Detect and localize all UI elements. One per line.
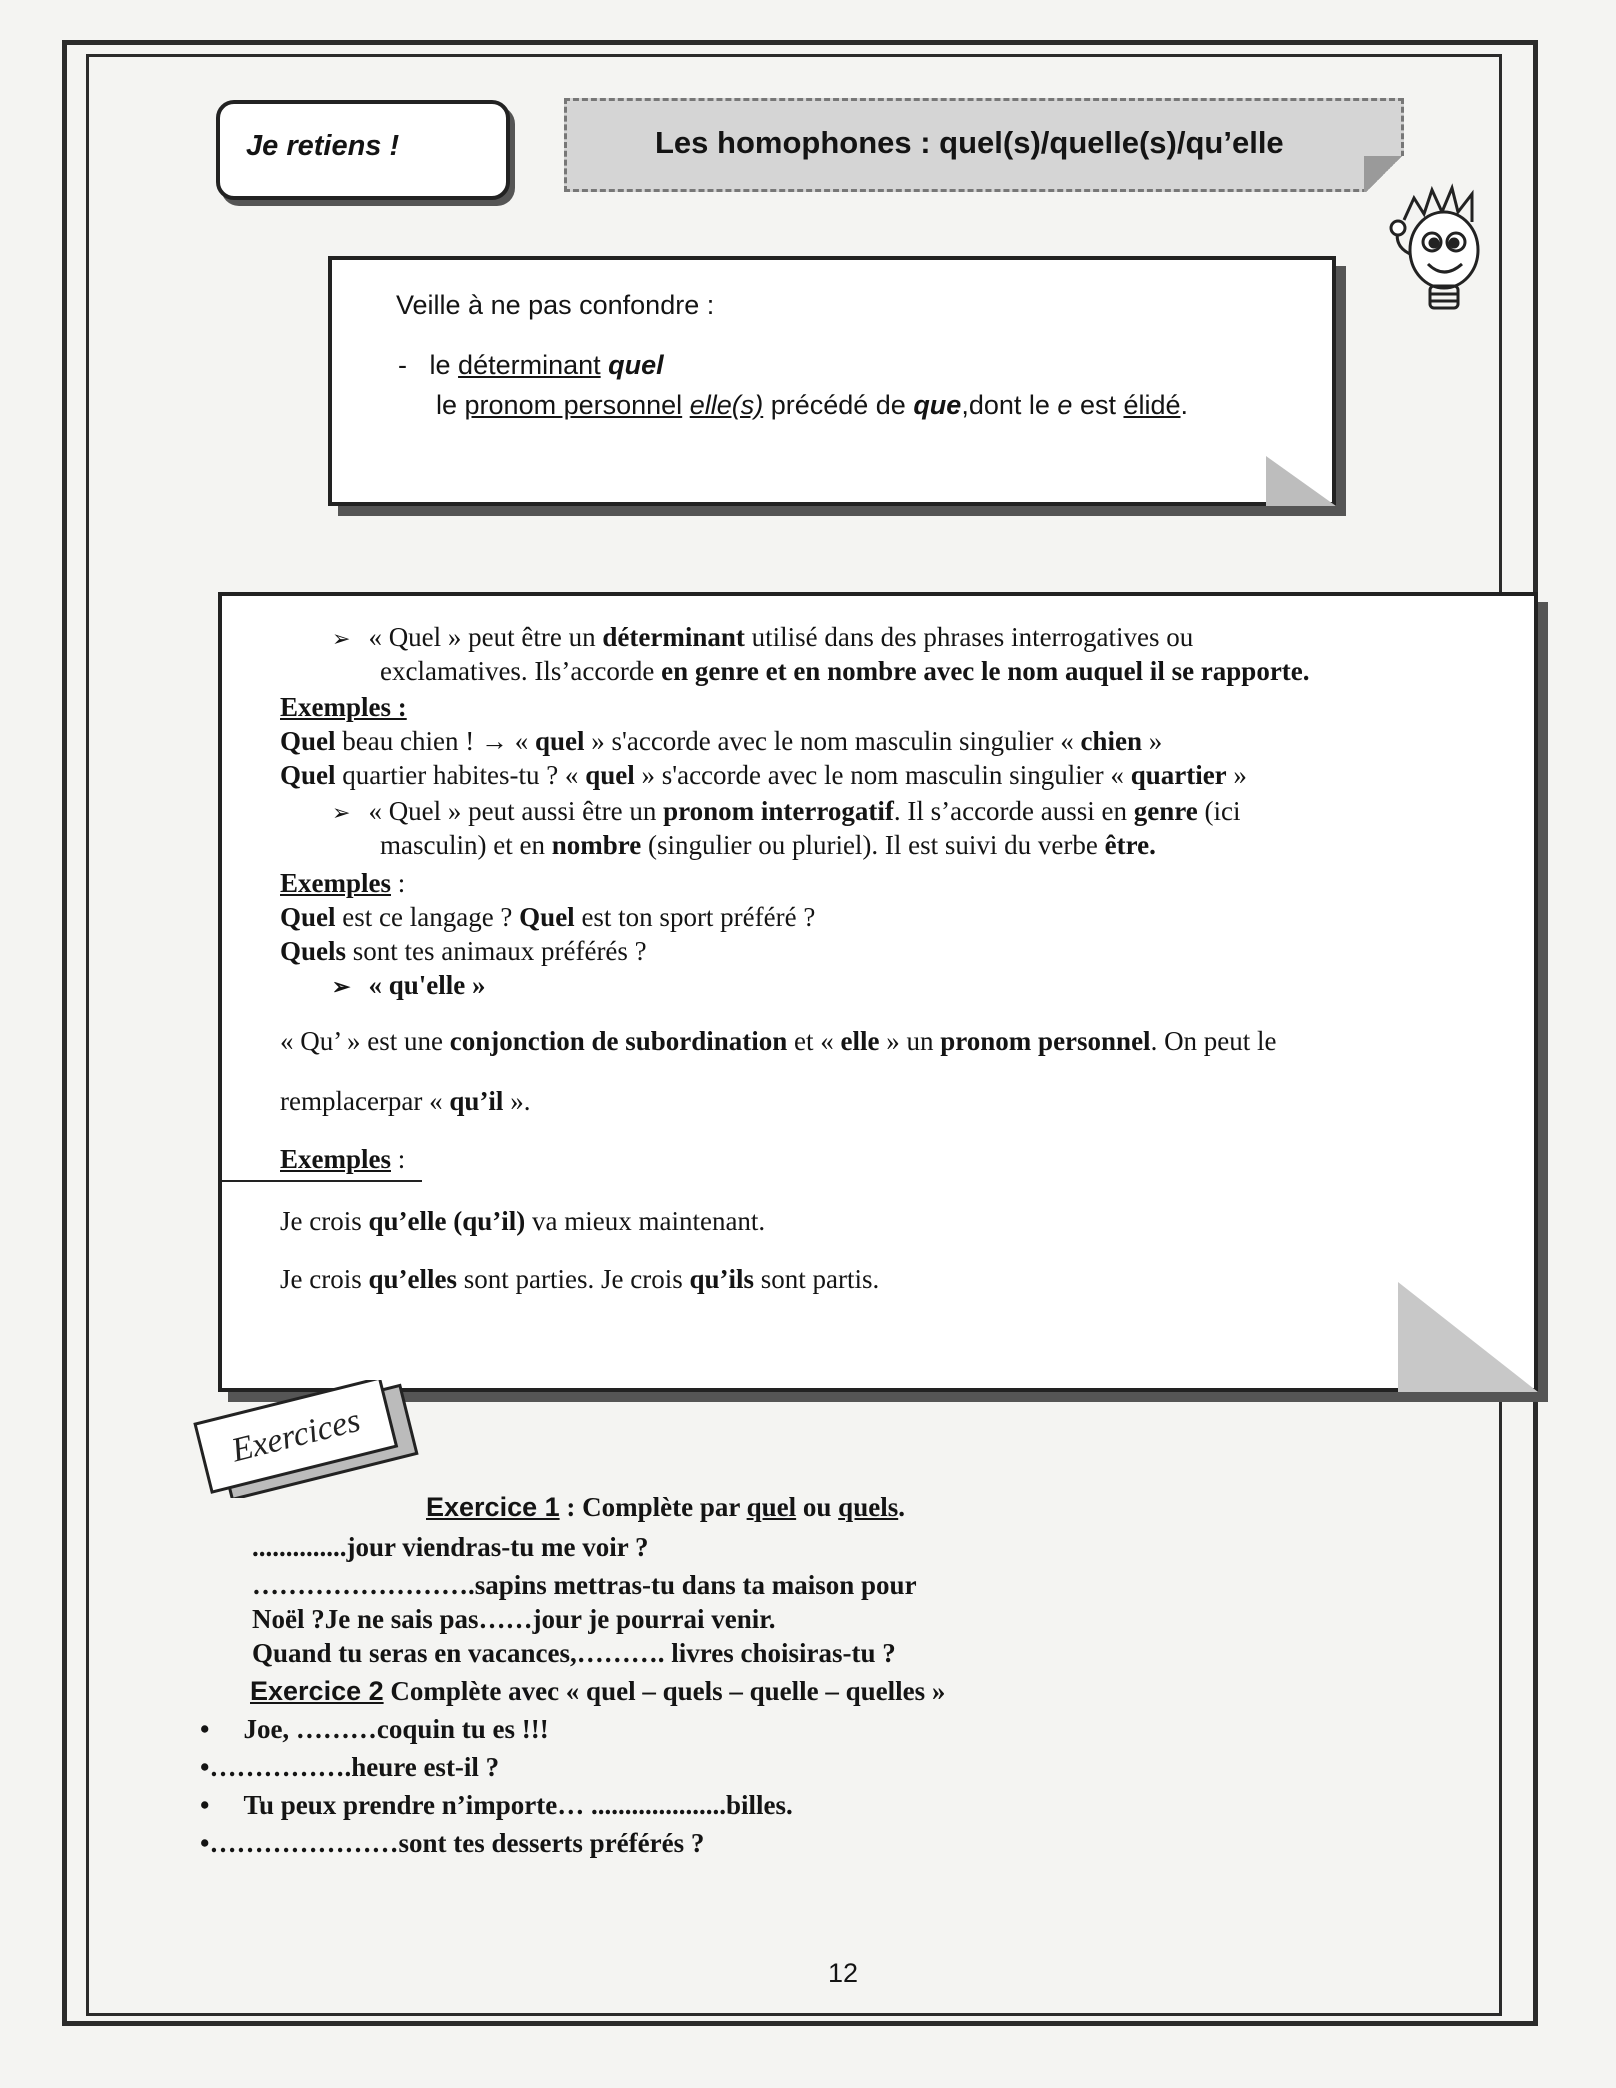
- example-6: Je crois qu’elles sont parties. Je crois qu’ils sont partis.: [280, 1264, 880, 1294]
- lesson-line-5: « Qu’ » est une conjonction de subordination et « elle » un pronom personnel. On peut le: [280, 1026, 1277, 1056]
- example-3: Quel est ce langage ? Quel est ton sport préféré ?: [280, 902, 816, 932]
- je-retiens-label: Je retiens !: [216, 100, 510, 200]
- lesson-line-6: remplacerpar « qu’il ».: [280, 1086, 531, 1116]
- exercise-1-line[interactable]: …………………….sapins mettras-tu dans ta maison pour: [252, 1570, 917, 1600]
- exercise-1-line[interactable]: Quand tu seras en vacances,………. livres choisiras-tu ?: [252, 1638, 896, 1668]
- warning-item-determinant: - le déterminant quel: [398, 350, 664, 380]
- exercise-2-line[interactable]: • Tu peux prendre n’importe… ....................billes.: [200, 1790, 793, 1820]
- lesson-box: [218, 592, 1538, 1392]
- svg-text:Exercices: Exercices: [227, 1401, 364, 1470]
- exemples-heading-2: Exemples :: [280, 868, 406, 898]
- exercise-2-line[interactable]: •…………….heure est-il ?: [200, 1752, 500, 1782]
- exemples-heading-1: Exemples :: [280, 692, 407, 722]
- lightbulb-mascot-icon: [1384, 180, 1504, 320]
- exercise-2-line[interactable]: •…………………sont tes desserts préférés ?: [200, 1828, 705, 1858]
- warning-intro: Veille à ne pas confondre :: [396, 290, 715, 320]
- page-title: Les homophones : quel(s)/quelle(s)/qu’elle: [564, 98, 1404, 192]
- page-curl: [1266, 456, 1336, 506]
- lesson-line-1: ➢ « Quel » peut être un déterminant utilisé dans des phrases interrogatives ou: [332, 622, 1194, 652]
- exercise-2-heading: Exercice 2 Complète avec « quel – quels – quelle – quelles »: [250, 1676, 946, 1706]
- exercise-2-line[interactable]: • Joe, ………coquin tu es !!!: [200, 1714, 549, 1744]
- example-5: Je crois qu’elle (qu’il) va mieux maintenant.: [280, 1206, 766, 1236]
- lesson-line-quelle: ➢ « qu'elle »: [332, 970, 486, 1000]
- exemples-heading-3: Exemples :: [280, 1144, 406, 1174]
- exercise-1-heading: Exercice 1 : Complète par quel ou quels.: [426, 1492, 905, 1522]
- warning-item-pronom: le pronom personnel elle(s) précédé de que,dont le e est élidé.: [436, 390, 1189, 420]
- exercices-tag: [180, 1380, 430, 1498]
- exercise-1-line[interactable]: ..............jour viendras-tu me voir ?: [252, 1532, 649, 1562]
- page-curl: [1398, 1282, 1538, 1392]
- example-2: Quel quartier habites-tu ? « quel » s'accorde avec le nom masculin singulier « quartier »: [280, 760, 1247, 790]
- exercise-1-line[interactable]: Noël ?Je ne sais pas……jour je pourrai venir.: [252, 1604, 776, 1634]
- page-number: 12: [828, 1958, 859, 1988]
- example-1: Quel beau chien ! → « quel » s'accorde avec le nom masculin singulier « chien »: [280, 726, 1163, 756]
- lesson-line-2: exclamatives. Ils’accorde en genre et en nombre avec le nom auquel il se rapporte.: [380, 656, 1310, 686]
- example-4: Quels sont tes animaux préférés ?: [280, 936, 647, 966]
- lesson-line-4: masculin) et en nombre (singulier ou pluriel). Il est suivi du verbe être.: [380, 830, 1156, 860]
- warning-box: [328, 256, 1336, 506]
- lesson-line-3: ➢ « Quel » peut aussi être un pronom interrogatif. Il s’accorde aussi en genre (ici: [332, 796, 1241, 826]
